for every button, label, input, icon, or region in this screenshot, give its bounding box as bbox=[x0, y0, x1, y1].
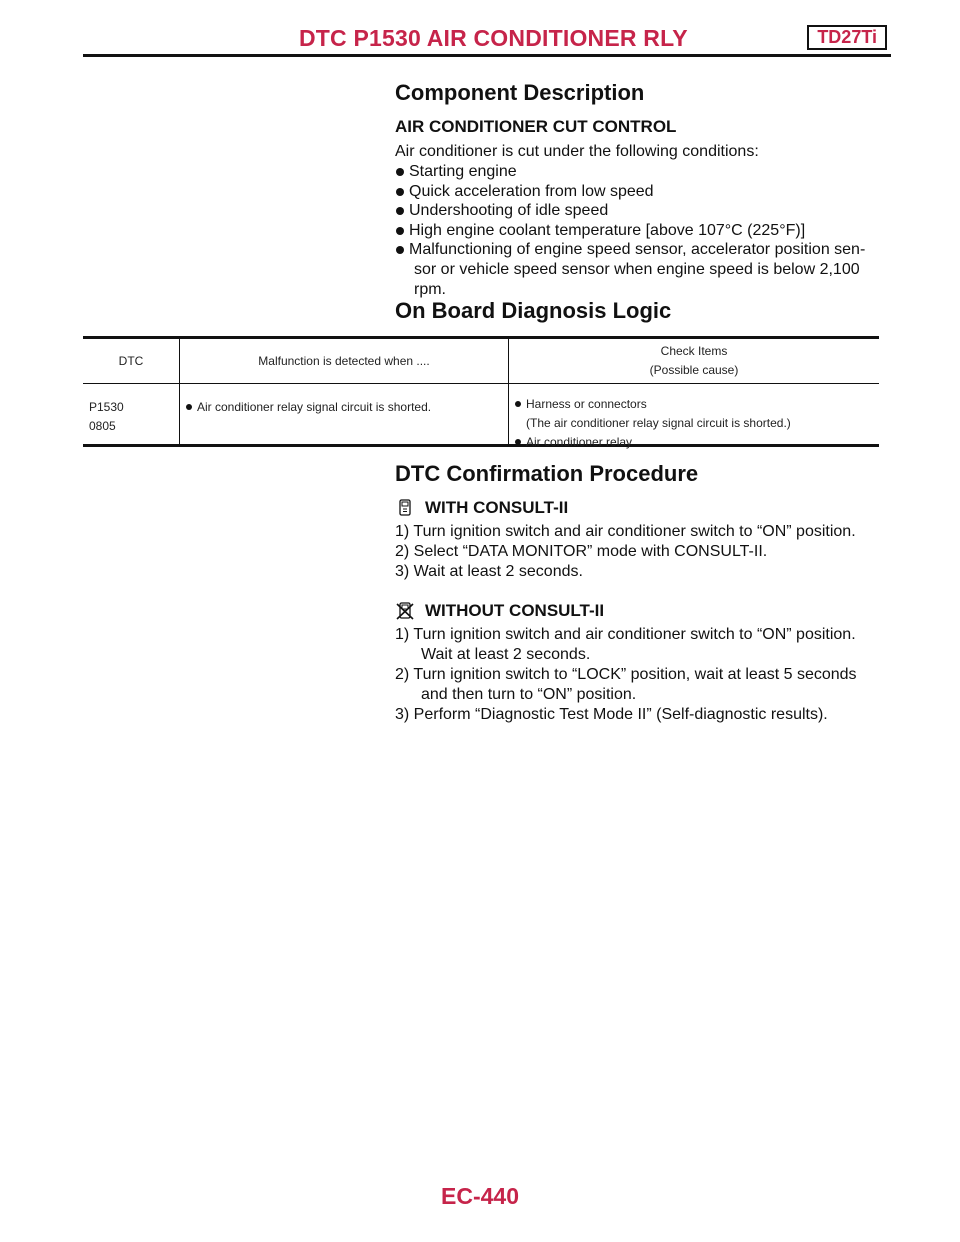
without-consult-steps bbox=[395, 625, 885, 725]
condition-list bbox=[395, 162, 885, 260]
malfunction-cell bbox=[180, 384, 509, 444]
engine-model-badge: TD27Ti bbox=[807, 25, 887, 50]
dtc-number: 0805 bbox=[89, 419, 116, 433]
procedure-step: 1) Turn ignition switch and air conditioner switch to “ON” position. bbox=[395, 523, 856, 540]
header-title: DTC P1530 AIR CONDITIONER RLY bbox=[299, 25, 688, 51]
without-consult-heading bbox=[395, 600, 885, 622]
check-item: Harness or connectors bbox=[515, 395, 873, 414]
without-consult-title: WITHOUT CONSULT-II bbox=[425, 601, 605, 620]
diagnosis-logic-heading: On Board Diagnosis Logic bbox=[395, 298, 672, 323]
dtc-cell bbox=[83, 384, 180, 444]
check-item: Air conditioner relay bbox=[515, 433, 873, 452]
table-header-row bbox=[83, 339, 879, 384]
column-header-malfunction: Malfunction is detected when .... bbox=[180, 339, 509, 383]
list-item: Quick acceleration from low speed bbox=[395, 182, 885, 202]
page-number: EC-440 bbox=[441, 1183, 519, 1209]
page-header bbox=[83, 22, 891, 57]
no-consult-tool-icon bbox=[395, 601, 415, 621]
confirmation-section bbox=[395, 461, 885, 725]
column-header-dtc: DTC bbox=[83, 339, 180, 383]
table-row bbox=[83, 384, 879, 449]
procedure-step: 1) Turn ignition switch and air conditioner switch to “ON” position. bbox=[395, 626, 856, 643]
list-item: Starting engine bbox=[395, 162, 885, 182]
list-item: Malfunctioning of engine speed sensor, accelerator position sen- bbox=[395, 240, 885, 260]
list-item-continuation: rpm. bbox=[414, 280, 446, 298]
procedure-step: 3) Perform “Diagnostic Test Mode II” (Self-diagnostic results). bbox=[395, 706, 828, 723]
malfunction-text: Air conditioner relay signal circuit is shorted. bbox=[186, 398, 502, 417]
list-item-continuation: sor or vehicle speed sensor when engine speed is below 2,100 bbox=[414, 260, 860, 278]
with-consult-title: WITH CONSULT-II bbox=[425, 498, 569, 517]
procedure-step: 3) Wait at least 2 seconds. bbox=[395, 563, 583, 580]
column-header-check-items bbox=[509, 339, 879, 383]
component-description-heading: Component Description bbox=[395, 80, 645, 105]
check-items-label: Check Items bbox=[660, 344, 728, 358]
check-item-note: (The air conditioner relay signal circuit is shorted.) bbox=[526, 416, 791, 430]
procedure-step: 2) Turn ignition switch to “LOCK” position, wait at least 5 seconds bbox=[395, 666, 857, 683]
diagnosis-table bbox=[83, 336, 879, 447]
with-consult-steps bbox=[395, 522, 885, 582]
list-item: High engine coolant temperature [above 107°C (225°F)] bbox=[395, 221, 885, 241]
ac-cut-control-subheading: AIR CONDITIONER CUT CONTROL bbox=[395, 117, 677, 136]
list-item: Undershooting of idle speed bbox=[395, 201, 885, 221]
procedure-step-continuation: and then turn to “ON” position. bbox=[421, 686, 637, 703]
procedure-step-continuation: Wait at least 2 seconds. bbox=[421, 646, 591, 663]
component-description-section bbox=[395, 80, 885, 300]
procedure-step: 2) Select “DATA MONITOR” mode with CONSULT-II. bbox=[395, 543, 768, 560]
dtc-code: P1530 bbox=[89, 400, 124, 414]
intro-text: Air conditioner is cut under the following conditions: bbox=[395, 143, 759, 160]
consult-tool-icon bbox=[395, 498, 415, 518]
confirmation-heading: DTC Confirmation Procedure bbox=[395, 461, 699, 486]
with-consult-heading bbox=[395, 497, 885, 519]
check-items-cell bbox=[509, 384, 879, 449]
diagnosis-logic-section bbox=[395, 298, 885, 324]
possible-cause-label: (Possible cause) bbox=[649, 363, 739, 377]
